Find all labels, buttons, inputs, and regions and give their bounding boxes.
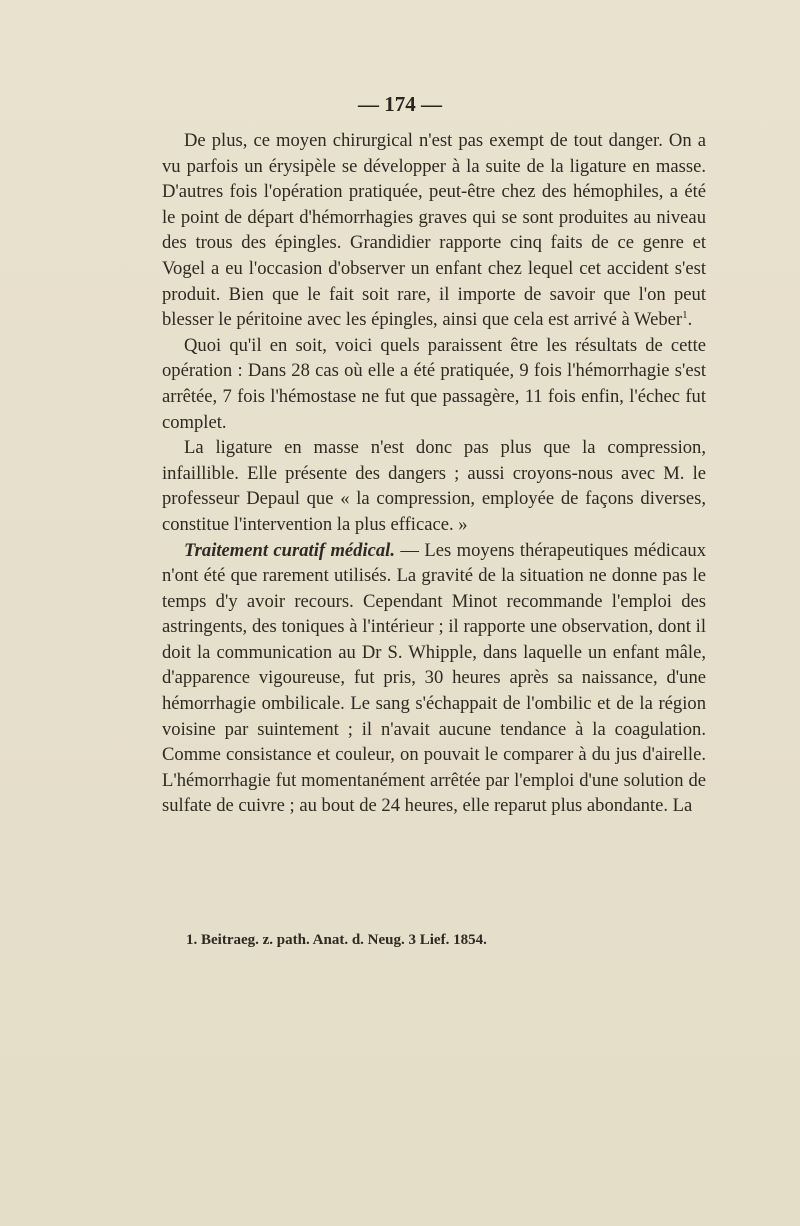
page-number: — 174 —: [358, 92, 442, 116]
paragraph-1-end: .: [687, 309, 693, 331]
footnote-reference: 1: [682, 308, 688, 321]
paragraph-1-text: De plus, ce moyen chirurgical n'est pas exempt de tout danger. On a vu parfois un érysipèle se développer à la suite de la ligature en masse. D'autres fois l'opération pratiquée, peut-être chez des hémophiles, a été le point de départ d'hémorrhagies graves qui se sont produites au niveau des trous des épingles. Grandidier rapporte cinq faits de ce genre et Vogel a eu l'occasion d'observer un enfant chez lequel cet accident s'est produit. Bien que le fait soit rare, il importe de savoir que l'on peut blesser le péritoine avec les épingles, ainsi que cela est arrivé à Weber: [162, 130, 706, 331]
section-heading: Traitement curatif médical.: [184, 539, 396, 561]
paragraph-3: La ligature en masse n'est donc pas plus que la compression, infaillible. Elle présente des dangers ; aussi croyons-nous avec M. le professeur Depaul que « la compression, employée de façons diverses, constitue l'intervention la plus efficace. »: [162, 437, 706, 535]
footnote: [186, 932, 706, 949]
paragraph-2: Quoi qu'il en soit, voici quels paraissent être les résultats de cette opération : Dans 28 cas où elle a été pratiquée, 9 fois l'hémorrhagie s'est arrêtée, 7 fois l'hémostase ne fut que passagère, 11 fois enfin, l'échec fut complet.: [162, 334, 706, 433]
body-text: [162, 128, 706, 819]
paragraph-4: [162, 538, 706, 820]
footnote-text: Beitraeg. z. path. Anat. d. Neug. 3 Lief. 1854.: [201, 932, 487, 948]
footnote-number: 1.: [186, 932, 198, 948]
paragraph-4-text: — Les moyens thérapeutiques médicaux n'ont été que rarement utilisés. La gravité de la situation ne donne pas le temps d'y avoir recours. Cependant Minot recommande l'emploi des astringents, des toniques à l'intérieur ; il rapporte une observation, dont il doit la communication au Dr S. Whipple, dans laquelle un enfant mâle, d'apparence vigoureuse, fut pris, 30 heures après sa naissance, d'une hémorrhagie ombilicale. Le sang s'échappait de l'ombilic et de la région voisine par suintement ; il n'avait aucune tendance à la coagulation. Comme consistance et couleur, on pouvait le comparer à du jus d'airelle. L'hémorrhagie fut momentanément arrêtée par l'emploi d'une solution de sulfate de cuivre ; au bout de 24 heures, elle reparut plus abondante. La: [162, 539, 707, 817]
paragraph-1: [162, 128, 706, 333]
